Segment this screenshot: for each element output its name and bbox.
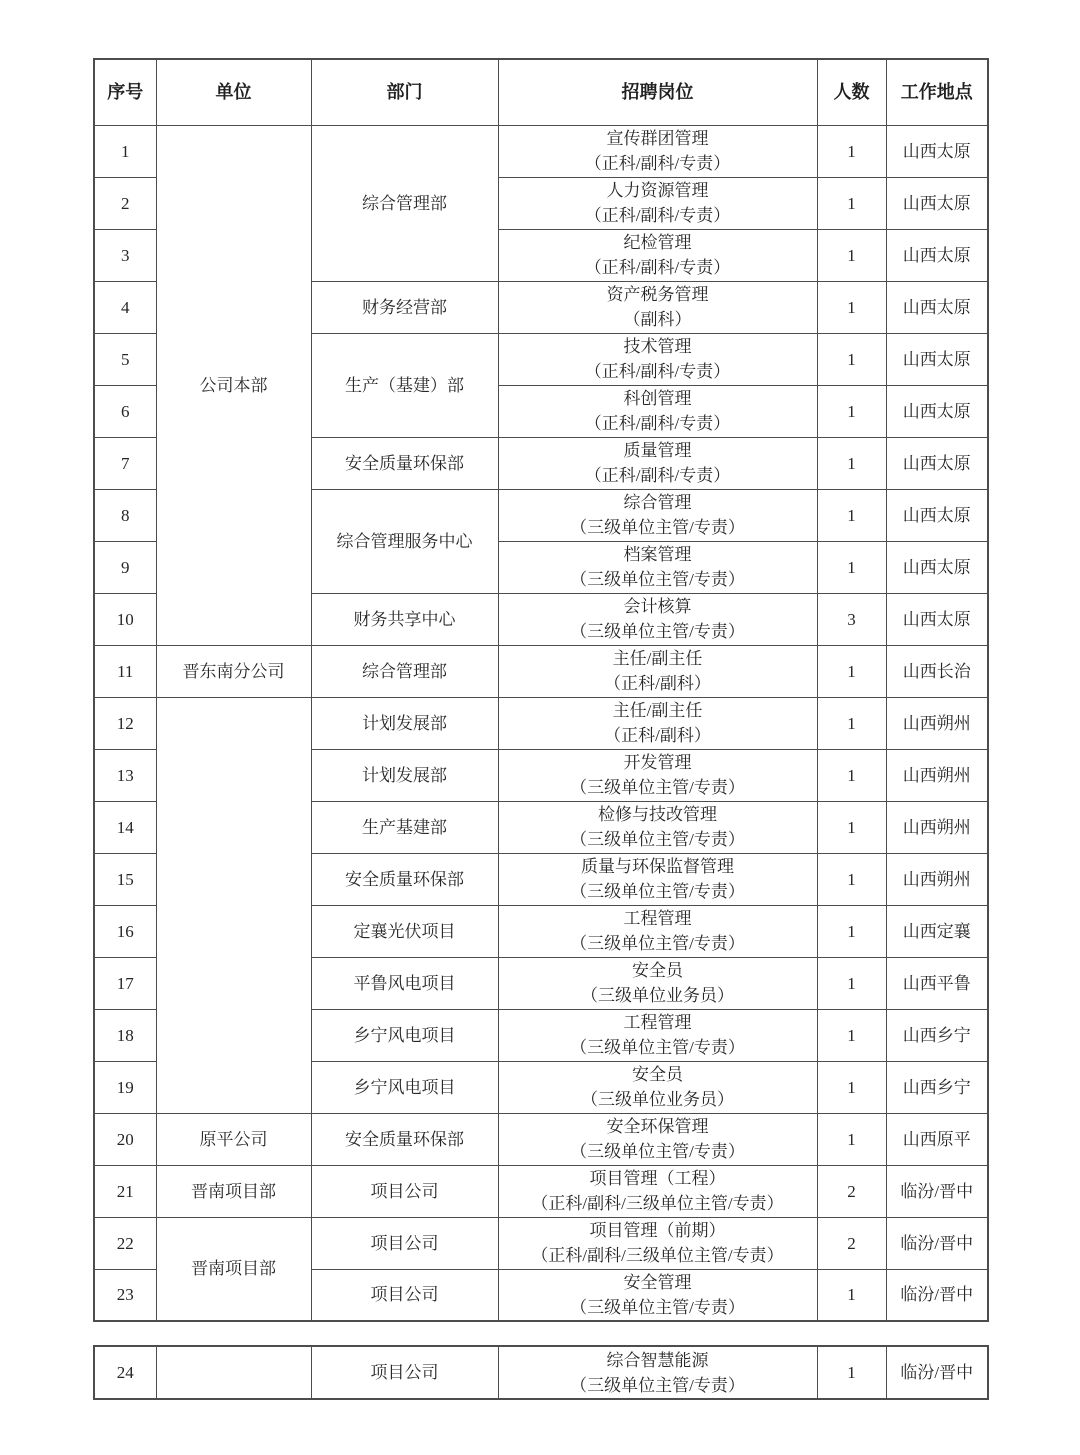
position-cell bbox=[498, 125, 817, 177]
table-row bbox=[94, 1113, 988, 1165]
position-title: 宣传群团管理 bbox=[606, 129, 709, 148]
table-row bbox=[94, 1165, 988, 1217]
count-cell: 1 bbox=[817, 801, 886, 853]
count-cell: 1 bbox=[817, 853, 886, 905]
dept-cell: 安全质量环保部 bbox=[311, 1113, 498, 1165]
position-cell bbox=[498, 1009, 817, 1061]
position-title: 质量与环保监督管理 bbox=[581, 857, 734, 876]
dept-cell: 计划发展部 bbox=[311, 749, 498, 801]
header-row bbox=[94, 59, 988, 125]
seq-cell: 15 bbox=[94, 853, 156, 905]
seq-cell: 14 bbox=[94, 801, 156, 853]
count-cell: 1 bbox=[817, 541, 886, 593]
seq-cell: 9 bbox=[94, 541, 156, 593]
location-cell: 山西朔州 bbox=[886, 749, 988, 801]
seq-cell: 17 bbox=[94, 957, 156, 1009]
position-title: 检修与技改管理 bbox=[598, 805, 717, 824]
count-cell: 1 bbox=[817, 1269, 886, 1321]
position-cell bbox=[498, 1165, 817, 1217]
seq-cell: 11 bbox=[94, 645, 156, 697]
location-cell: 山西朔州 bbox=[886, 697, 988, 749]
position-qualification: （正科/副科） bbox=[604, 726, 711, 745]
unit-cell: 晋东南分公司 bbox=[156, 645, 311, 697]
position-qualification: （正科/副科/专责） bbox=[584, 154, 731, 173]
location-cell: 山西太原 bbox=[886, 229, 988, 281]
seq-cell: 16 bbox=[94, 905, 156, 957]
position-title: 主任/副主任 bbox=[612, 649, 703, 668]
seq-cell: 7 bbox=[94, 437, 156, 489]
dept-cell: 财务经营部 bbox=[311, 281, 498, 333]
count-cell: 1 bbox=[817, 489, 886, 541]
position-title: 技术管理 bbox=[623, 337, 692, 356]
unit-cell: 晋南项目部 bbox=[156, 1165, 311, 1217]
table-row bbox=[94, 125, 988, 177]
position-cell bbox=[498, 905, 817, 957]
position-cell bbox=[498, 541, 817, 593]
unit-cell: 原平公司 bbox=[156, 1113, 311, 1165]
position-title: 安全管理 bbox=[623, 1272, 692, 1292]
recruitment-table-continued bbox=[93, 1345, 989, 1400]
seq-cell: 18 bbox=[94, 1009, 156, 1061]
seq-cell: 8 bbox=[94, 489, 156, 541]
dept-cell: 项目公司 bbox=[311, 1269, 498, 1321]
position-title: 项目管理（工程） bbox=[589, 1169, 726, 1188]
location-cell: 临汾/晋中 bbox=[886, 1346, 988, 1399]
count-cell: 1 bbox=[817, 125, 886, 177]
position-title: 主任/副主任 bbox=[612, 701, 703, 720]
position-qualification: （三级单位主管/专责） bbox=[570, 882, 745, 901]
position-cell bbox=[498, 645, 817, 697]
location-cell: 山西太原 bbox=[886, 489, 988, 541]
seq-cell: 13 bbox=[94, 749, 156, 801]
position-title: 安全环保管理 bbox=[606, 1117, 709, 1136]
position-cell bbox=[498, 1269, 817, 1321]
seq-cell: 19 bbox=[94, 1061, 156, 1113]
position-cell bbox=[498, 385, 817, 437]
position-cell bbox=[498, 333, 817, 385]
location-cell: 临汾/晋中 bbox=[886, 1165, 988, 1217]
position-cell bbox=[498, 593, 817, 645]
position-qualification: （正科/副科/专责） bbox=[584, 362, 731, 381]
position-qualification: （正科/副科/专责） bbox=[584, 258, 731, 277]
count-cell: 1 bbox=[817, 1009, 886, 1061]
dept-cell: 安全质量环保部 bbox=[311, 853, 498, 905]
dept-cell: 综合管理部 bbox=[311, 125, 498, 281]
dept-cell: 乡宁风电项目 bbox=[311, 1009, 498, 1061]
location-cell: 山西太原 bbox=[886, 281, 988, 333]
count-cell: 1 bbox=[817, 1061, 886, 1113]
recruitment-table-main bbox=[93, 58, 989, 1322]
position-cell bbox=[498, 177, 817, 229]
position-cell bbox=[498, 957, 817, 1009]
position-cell bbox=[498, 281, 817, 333]
table-row bbox=[94, 1346, 988, 1399]
seq-cell: 5 bbox=[94, 333, 156, 385]
position-cell bbox=[498, 229, 817, 281]
position-qualification: （三级单位业务员） bbox=[581, 1090, 734, 1109]
seq-cell: 10 bbox=[94, 593, 156, 645]
position-title: 会计核算 bbox=[623, 597, 692, 616]
position-qualification: （正科/副科/专责） bbox=[584, 206, 731, 225]
position-cell bbox=[498, 1346, 817, 1399]
position-qualification: （副科） bbox=[623, 310, 692, 329]
unit-cell: 晋南项目部 bbox=[156, 1217, 311, 1321]
count-cell: 1 bbox=[817, 229, 886, 281]
location-cell: 山西朔州 bbox=[886, 801, 988, 853]
seq-cell: 22 bbox=[94, 1217, 156, 1269]
col-header-count: 人数 bbox=[817, 59, 886, 125]
position-qualification: （三级单位主管/专责） bbox=[570, 934, 745, 953]
location-cell: 临汾/晋中 bbox=[886, 1217, 988, 1269]
position-cell bbox=[498, 437, 817, 489]
position-qualification: （正科/副科/专责） bbox=[584, 466, 731, 485]
position-title: 工程管理 bbox=[623, 909, 692, 928]
position-title: 安全员 bbox=[632, 961, 683, 980]
dept-cell: 项目公司 bbox=[311, 1346, 498, 1399]
dept-cell: 计划发展部 bbox=[311, 697, 498, 749]
dept-cell: 综合管理服务中心 bbox=[311, 489, 498, 593]
seq-cell: 20 bbox=[94, 1113, 156, 1165]
position-qualification: （三级单位主管/专责） bbox=[570, 830, 745, 849]
position-qualification: （三级单位主管/专责） bbox=[570, 622, 745, 641]
col-header-unit: 单位 bbox=[156, 59, 311, 125]
seq-cell: 6 bbox=[94, 385, 156, 437]
count-cell: 1 bbox=[817, 957, 886, 1009]
position-title: 综合管理 bbox=[623, 493, 692, 512]
dept-cell: 乡宁风电项目 bbox=[311, 1061, 498, 1113]
location-cell: 山西太原 bbox=[886, 333, 988, 385]
count-cell: 1 bbox=[817, 1346, 886, 1399]
location-cell: 山西平鲁 bbox=[886, 957, 988, 1009]
count-cell: 1 bbox=[817, 333, 886, 385]
position-title: 档案管理 bbox=[623, 545, 692, 564]
location-cell: 临汾/晋中 bbox=[886, 1269, 988, 1321]
count-cell: 1 bbox=[817, 645, 886, 697]
position-qualification: （三级单位业务员） bbox=[581, 986, 734, 1005]
position-qualification: （正科/副科/三级单位主管/专责） bbox=[531, 1194, 784, 1213]
position-title: 人力资源管理 bbox=[606, 181, 709, 200]
location-cell: 山西原平 bbox=[886, 1113, 988, 1165]
position-qualification: （三级单位主管/专责） bbox=[570, 778, 745, 797]
location-cell: 山西太原 bbox=[886, 177, 988, 229]
count-cell: 1 bbox=[817, 749, 886, 801]
location-cell: 山西长治 bbox=[886, 645, 988, 697]
position-title: 纪检管理 bbox=[623, 233, 692, 252]
position-cell bbox=[498, 1113, 817, 1165]
table-row bbox=[94, 645, 988, 697]
location-cell: 山西太原 bbox=[886, 125, 988, 177]
col-header-no: 序号 bbox=[94, 59, 156, 125]
count-cell: 1 bbox=[817, 385, 886, 437]
seq-cell: 2 bbox=[94, 177, 156, 229]
location-cell: 山西太原 bbox=[886, 541, 988, 593]
dept-cell: 生产基建部 bbox=[311, 801, 498, 853]
count-cell: 2 bbox=[817, 1165, 886, 1217]
location-cell: 山西太原 bbox=[886, 593, 988, 645]
position-cell bbox=[498, 1061, 817, 1113]
dept-cell: 平鲁风电项目 bbox=[311, 957, 498, 1009]
location-cell: 山西朔州 bbox=[886, 853, 988, 905]
count-cell: 3 bbox=[817, 593, 886, 645]
position-title: 科创管理 bbox=[623, 389, 692, 408]
position-qualification: （三级单位主管/专责） bbox=[570, 1297, 745, 1317]
col-header-position: 招聘岗位 bbox=[498, 59, 817, 125]
position-cell bbox=[498, 1217, 817, 1269]
dept-cell: 项目公司 bbox=[311, 1217, 498, 1269]
count-cell: 2 bbox=[817, 1217, 886, 1269]
col-header-dept: 部门 bbox=[311, 59, 498, 125]
position-cell bbox=[498, 749, 817, 801]
location-cell: 山西乡宁 bbox=[886, 1009, 988, 1061]
seq-cell: 1 bbox=[94, 125, 156, 177]
position-qualification: （三级单位主管/专责） bbox=[570, 570, 745, 589]
position-qualification: （正科/副科/三级单位主管/专责） bbox=[531, 1246, 784, 1265]
position-title: 工程管理 bbox=[623, 1013, 692, 1032]
position-cell bbox=[498, 697, 817, 749]
position-title: 质量管理 bbox=[623, 441, 692, 460]
seq-cell: 23 bbox=[94, 1269, 156, 1321]
count-cell: 1 bbox=[817, 281, 886, 333]
position-title: 综合智慧能源 bbox=[606, 1350, 709, 1370]
dept-cell: 定襄光伏项目 bbox=[311, 905, 498, 957]
table-row bbox=[94, 697, 988, 749]
dept-cell: 项目公司 bbox=[311, 1165, 498, 1217]
position-cell bbox=[498, 489, 817, 541]
position-title: 安全员 bbox=[632, 1065, 683, 1084]
position-cell bbox=[498, 801, 817, 853]
position-qualification: （正科/副科） bbox=[604, 674, 711, 693]
seq-cell: 4 bbox=[94, 281, 156, 333]
position-qualification: （正科/副科/专责） bbox=[584, 414, 731, 433]
position-qualification: （三级单位主管/专责） bbox=[570, 1038, 745, 1057]
dept-cell: 生产（基建）部 bbox=[311, 333, 498, 437]
position-title: 资产税务管理 bbox=[606, 285, 709, 304]
unit-cell bbox=[156, 697, 311, 1113]
seq-cell: 3 bbox=[94, 229, 156, 281]
dept-cell: 综合管理部 bbox=[311, 645, 498, 697]
seq-cell: 24 bbox=[94, 1346, 156, 1399]
dept-cell: 安全质量环保部 bbox=[311, 437, 498, 489]
dept-cell: 财务共享中心 bbox=[311, 593, 498, 645]
location-cell: 山西乡宁 bbox=[886, 1061, 988, 1113]
unit-cell: 公司本部 bbox=[156, 125, 311, 645]
position-title: 开发管理 bbox=[623, 753, 692, 772]
count-cell: 1 bbox=[817, 905, 886, 957]
count-cell: 1 bbox=[817, 437, 886, 489]
location-cell: 山西太原 bbox=[886, 437, 988, 489]
unit-cell bbox=[156, 1346, 311, 1399]
position-qualification: （三级单位主管/专责） bbox=[570, 1375, 745, 1395]
seq-cell: 12 bbox=[94, 697, 156, 749]
table-row bbox=[94, 1217, 988, 1269]
count-cell: 1 bbox=[817, 697, 886, 749]
count-cell: 1 bbox=[817, 177, 886, 229]
location-cell: 山西太原 bbox=[886, 385, 988, 437]
seq-cell: 21 bbox=[94, 1165, 156, 1217]
position-qualification: （三级单位主管/专责） bbox=[570, 1142, 745, 1161]
position-qualification: （三级单位主管/专责） bbox=[570, 518, 745, 537]
col-header-location: 工作地点 bbox=[886, 59, 988, 125]
position-title: 项目管理（前期） bbox=[589, 1221, 726, 1240]
count-cell: 1 bbox=[817, 1113, 886, 1165]
location-cell: 山西定襄 bbox=[886, 905, 988, 957]
position-cell bbox=[498, 853, 817, 905]
